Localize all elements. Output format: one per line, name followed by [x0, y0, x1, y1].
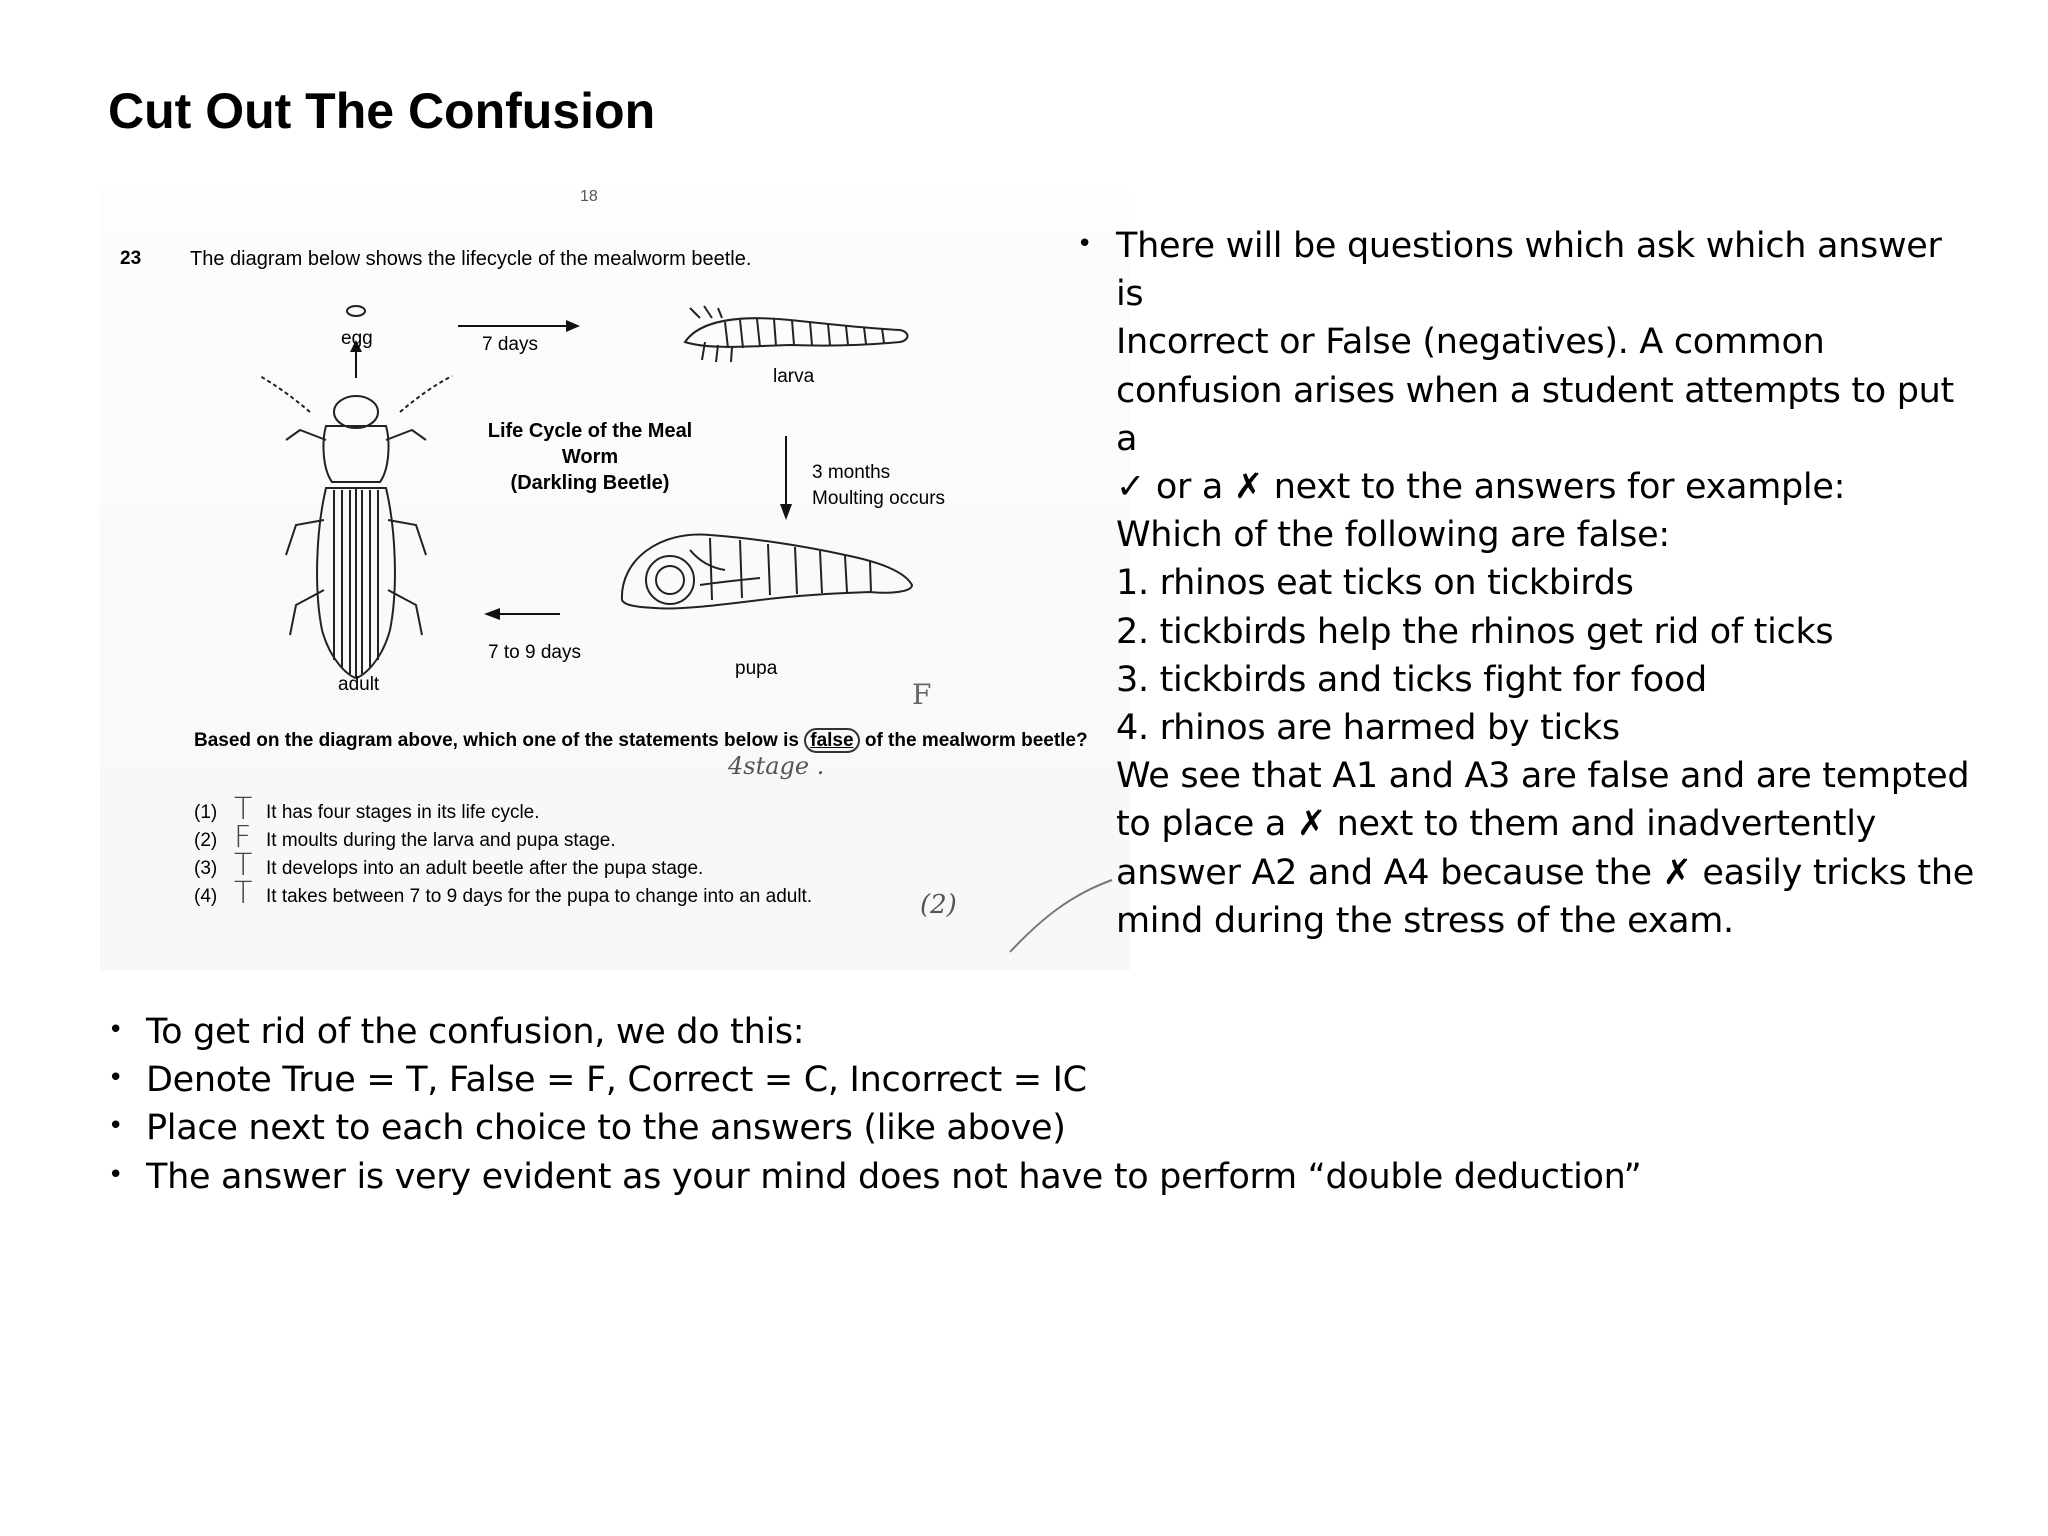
slide-title: Cut Out The Confusion	[108, 83, 656, 139]
egg-to-larva-duration: 7 days	[482, 334, 538, 355]
explanation-line: We see that A1 and A3 are false and are tempted	[1116, 756, 1970, 797]
option-4	[194, 876, 813, 914]
diagram-title-line-3: (Darkling Beetle)	[510, 472, 670, 494]
explanation-line: 3. tickbirds and ticks fight for food	[1116, 659, 1707, 700]
handwritten-f-mark: F	[912, 678, 932, 711]
page-number-mark: 18	[580, 188, 598, 205]
option-text: It takes between 7 to 9 days for the pupa to change into an adult.	[266, 886, 813, 907]
arrow-pupa-to-adult	[484, 608, 560, 620]
explanation-line: answer A2 and A4 because the ✗ easily tricks the	[1116, 852, 1974, 893]
handwritten-note: 4stage .	[728, 752, 825, 780]
explanation-line: Incorrect or False (negatives). A common	[1116, 322, 1825, 363]
diagram-title-line-1: Life Cycle of the Meal	[487, 420, 693, 442]
scanned-worksheet	[100, 190, 1130, 970]
explanation-block	[1078, 222, 1978, 945]
larva-label: larva	[773, 366, 815, 387]
arrow-egg-to-larva	[458, 320, 580, 332]
explanation-line: 4. rhinos are harmed by ticks	[1116, 708, 1620, 749]
explanation-line: ✓ or a ✗ next to the answers for example:	[1116, 467, 1846, 508]
pupa-to-adult-duration: 7 to 9 days	[488, 642, 581, 663]
question-negative-word: false	[804, 728, 859, 753]
question-text: The diagram below shows the lifecycle of the mealworm beetle.	[190, 248, 752, 270]
option-number: (2)	[194, 830, 218, 851]
option-list	[194, 792, 813, 914]
explanation-line: confusion arises when a student attempts to put a	[1116, 370, 1954, 459]
arrow-larva-to-pupa	[780, 436, 792, 520]
pupa-drawing	[622, 534, 912, 608]
question-prompt-start: Based on the diagram above, which one of the statements below is	[194, 730, 805, 751]
option-mark: T	[234, 876, 253, 911]
explanation-line: Which of the following are false:	[1116, 515, 1670, 556]
explanation-line: mind during the stress of the exam.	[1116, 900, 1734, 941]
explanation-line: There will be questions which ask which answer is	[1116, 226, 1942, 315]
pupa-label: pupa	[735, 658, 778, 679]
option-3	[194, 848, 704, 886]
option-text: It has four stages in its life cycle.	[266, 802, 540, 823]
question-prompt	[194, 728, 1094, 754]
option-number: (1)	[194, 802, 218, 823]
larva-drawing	[685, 306, 908, 362]
explanation-line: to place a ✗ next to them and inadvertently	[1116, 804, 1877, 845]
larva-to-pupa-duration: 3 months	[812, 462, 891, 483]
option-mark: T	[234, 848, 253, 883]
handwritten-score: (2)	[920, 890, 957, 920]
option-1	[194, 792, 540, 830]
option-2	[194, 820, 616, 858]
egg-label: egg	[341, 328, 373, 349]
explanation-line: 1. rhinos eat ticks on tickbirds	[1116, 563, 1634, 604]
diagram-title-line-2: Worm	[561, 446, 619, 468]
option-text: It moults during the larva and pupa stage.	[266, 830, 616, 851]
option-number: (3)	[194, 858, 218, 879]
moulting-note: Moulting occurs	[812, 488, 946, 509]
question-number: 23	[120, 248, 142, 269]
option-number: (4)	[194, 886, 218, 907]
tips-list	[108, 1008, 1908, 1201]
question-prompt-end: of the mealworm beetle?	[859, 730, 1088, 751]
explanation-line: 2. tickbirds help the rhinos get rid of ticks	[1116, 611, 1834, 652]
option-text: It develops into an adult beetle after the pupa stage.	[266, 858, 704, 879]
option-mark: F	[234, 820, 252, 855]
tip-item: • Denote True = T, False = F, Correct = C, Incorrect = IC	[108, 1056, 1908, 1104]
tip-item: • To get rid of the confusion, we do this:	[108, 1008, 1908, 1056]
adult-label: adult	[338, 674, 380, 695]
adult-beetle-drawing	[260, 376, 452, 678]
tip-item: • The answer is very evident as your mind does not have to perform “double deduction”	[108, 1153, 1908, 1201]
bullet-icon: •	[1077, 229, 1093, 259]
tip-item: • Place next to each choice to the answers (like above)	[108, 1104, 1908, 1152]
egg-drawing	[347, 306, 365, 316]
option-mark: T	[234, 792, 253, 827]
explanation-paragraph	[1116, 222, 1978, 945]
diagram-title	[460, 418, 720, 496]
